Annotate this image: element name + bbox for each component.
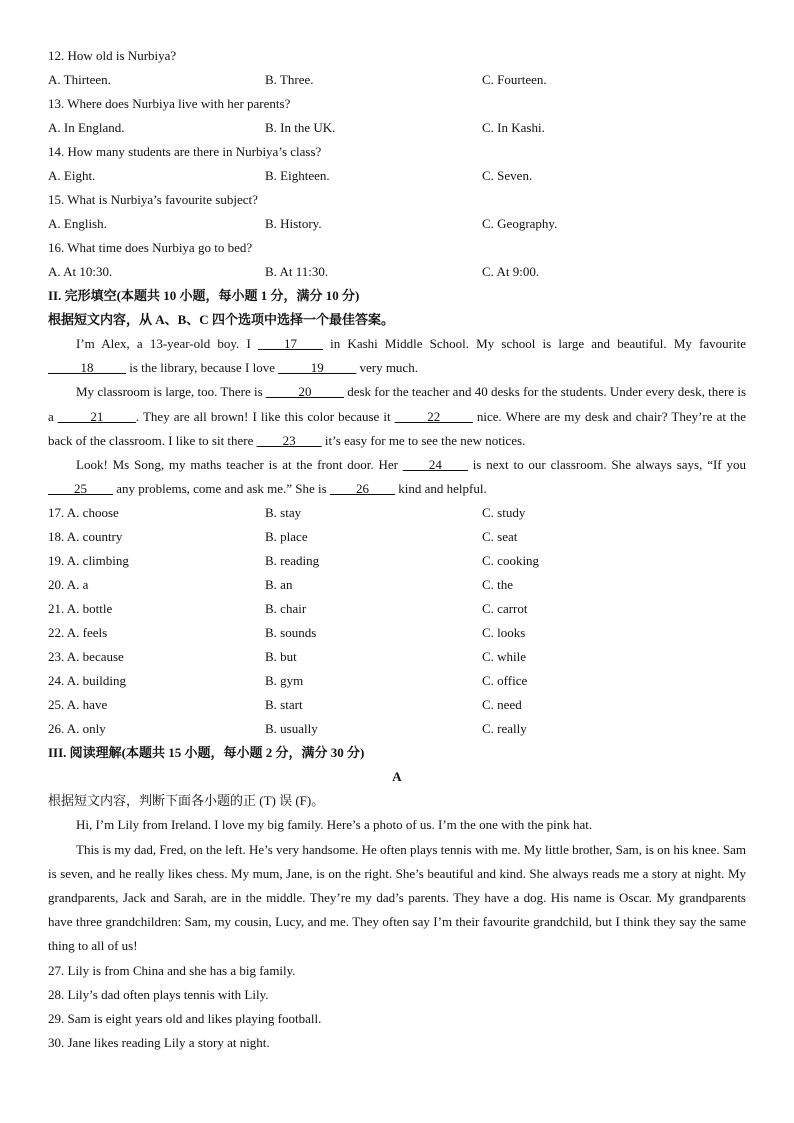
option-c: C. In Kashi. (482, 120, 545, 135)
option-b: B. Eighteen. (265, 168, 330, 183)
section-3-instruction: 根据短文内容，判断下面各小题的正 (T) 误 (F)。 (48, 793, 325, 809)
options-23 (48, 645, 746, 669)
option-c: C. looks (482, 625, 526, 641)
option-c: C. Seven. (482, 168, 533, 183)
blank-25: ____25____ (48, 481, 113, 497)
options-16 (48, 260, 746, 284)
option-b: B. Three. (265, 72, 314, 87)
options-15 (48, 212, 746, 236)
options-12 (48, 68, 746, 92)
question-16: 16. What time does Nurbiya go to bed? (48, 240, 253, 255)
option-a: A. English. (48, 216, 107, 231)
cloze-paragraph-1 (48, 332, 746, 380)
statement-27: 27. Lily is from China and she has a big family. (48, 962, 296, 978)
section-2-instruction: 根据短文内容，从 A、B、C 四个选项中选择一个最佳答案。 (48, 312, 394, 327)
option-c: C. Fourteen. (482, 72, 547, 87)
question-12: 12. How old is Nurbiya? (48, 48, 177, 63)
option-b: B. At 11:30. (265, 264, 329, 279)
option-a: 22. A. feels (48, 625, 108, 641)
option-b: B. reading (265, 553, 320, 569)
passage-label: A (392, 769, 402, 785)
option-c: C. study (482, 505, 526, 521)
text: Look! Ms Song, my maths teacher is at the front door. Her (76, 457, 403, 473)
text: is next to our classroom. She always says, “If you (467, 457, 746, 473)
option-b: B. start (265, 697, 303, 713)
text: kind and helpful. (394, 481, 487, 497)
option-b: B. History. (265, 216, 322, 231)
option-c: C. At 9:00. (482, 264, 540, 279)
option-a: A. At 10:30. (48, 264, 113, 279)
option-b: B. gym (265, 673, 304, 689)
reading-paragraph-2: This is my dad, Fred, on the left. He’s very handsome. He often plays tennis with me. My little brother, Sam, is on his knee. Sam is seven, and he really likes chess. My mum, Jane, is on the right. She’s beautiful and kind. She always reads me a story at night. My grandparents, Jack and Sarah, are in the middle. They’re my dad’s parents. They have a dog. His name is Oscar. My grandparents have three grandchildren: Sam, my cousin, Lucy, and me. They often say I’m their favourite grandchild, but I think they say the same thing to all of us! (48, 841, 746, 954)
statement-29: 29. Sam is eight years old and likes playing football. (48, 1010, 322, 1026)
listening-questions (48, 44, 746, 284)
section-3-heading: III. 阅读理解(本题共 15 小题，每小题 2 分，满分 30 分) (48, 745, 365, 761)
option-a: 19. A. climbing (48, 553, 129, 569)
blank-18: _____18_____ (48, 360, 126, 376)
text: is the library, because I love (126, 360, 279, 376)
option-c: C. really (482, 721, 527, 737)
option-b: B. an (265, 577, 293, 593)
blank-23: ____23____ (256, 432, 322, 448)
exam-page (48, 44, 746, 1055)
cloze-paragraph-2 (48, 380, 746, 453)
option-a: 21. A. bottle (48, 601, 113, 617)
statement-30: 30. Jane likes reading Lily a story at night. (48, 1034, 270, 1050)
options-13 (48, 116, 746, 140)
option-a: A. Eight. (48, 168, 96, 183)
option-a: 26. A. only (48, 721, 106, 737)
options-24 (48, 669, 746, 693)
option-b: B. stay (265, 505, 302, 521)
statement-28: 28. Lily’s dad often plays tennis with Lily. (48, 986, 269, 1002)
options-26 (48, 717, 746, 741)
option-c: C. cooking (482, 553, 540, 569)
reading-paragraph-1: Hi, I’m Lily from Ireland. I love my big family. Here’s a photo of us. I’m the one with the pink hat. (76, 817, 593, 833)
option-a: 23. A. because (48, 649, 124, 665)
option-c: C. office (482, 673, 528, 689)
option-c: C. while (482, 649, 527, 665)
option-b: B. but (265, 649, 297, 665)
option-b: B. sounds (265, 625, 317, 641)
options-14 (48, 164, 746, 188)
text: it’s easy for me to see the new notices. (321, 432, 526, 448)
option-c: C. the (482, 577, 514, 593)
options-17 (48, 501, 746, 525)
cloze-paragraph-3 (48, 453, 746, 501)
option-b: B. usually (265, 721, 318, 737)
blank-24: ____24____ (402, 457, 468, 473)
true-false-statements (48, 959, 746, 1055)
options-18 (48, 525, 746, 549)
option-a: 18. A. country (48, 529, 123, 545)
blank-21: _____21_____ (57, 408, 136, 424)
cloze-options (48, 501, 746, 741)
option-a: 17. A. choose (48, 505, 119, 521)
options-25 (48, 693, 746, 717)
options-19 (48, 549, 746, 573)
question-13: 13. Where does Nurbiya live with her parents? (48, 96, 291, 111)
option-b: B. place (265, 529, 308, 545)
blank-17: ____17____ (257, 336, 323, 351)
option-a: A. In England. (48, 120, 125, 135)
option-a: 25. A. have (48, 697, 108, 713)
option-b: B. In the UK. (265, 120, 336, 135)
option-a: 24. A. building (48, 673, 127, 689)
text: very much. (356, 360, 418, 376)
text: . They are all brown! I like this color because it (135, 408, 395, 424)
option-c: C. seat (482, 529, 518, 545)
text: My classroom is large, too. There is (76, 384, 266, 400)
text: nice. Where are my desk and chair? They’re at the back of the classroom. I like to sit there (48, 408, 746, 448)
text: desk for the teacher and 40 desks for the students. Under every desk, there is a (48, 384, 747, 424)
question-15: 15. What is Nurbiya’s favourite subject? (48, 192, 258, 207)
option-a: A. Thirteen. (48, 72, 111, 87)
option-b: B. chair (265, 601, 307, 617)
text: in Kashi Middle School. My school is large and beautiful. My favourite (322, 336, 746, 351)
blank-20: _____20_____ (265, 384, 344, 400)
section-2-heading: II. 完形填空(本题共 10 小题，每小题 1 分，满分 10 分) (48, 288, 360, 303)
text: I’m Alex, a 13-year-old boy. I (76, 336, 258, 351)
blank-26: ____26____ (329, 481, 395, 497)
options-21 (48, 597, 746, 621)
option-c: C. Geography. (482, 216, 558, 231)
option-c: C. carrot (482, 601, 528, 617)
options-20 (48, 573, 746, 597)
options-22 (48, 621, 746, 645)
text: any problems, come and ask me.” She is (113, 481, 330, 497)
question-14: 14. How many students are there in Nurbiya’s class? (48, 144, 322, 159)
blank-19: _____19_____ (278, 360, 357, 376)
blank-22: _____22_____ (394, 408, 473, 424)
option-c: C. need (482, 697, 522, 713)
option-a: 20. A. a (48, 577, 89, 593)
